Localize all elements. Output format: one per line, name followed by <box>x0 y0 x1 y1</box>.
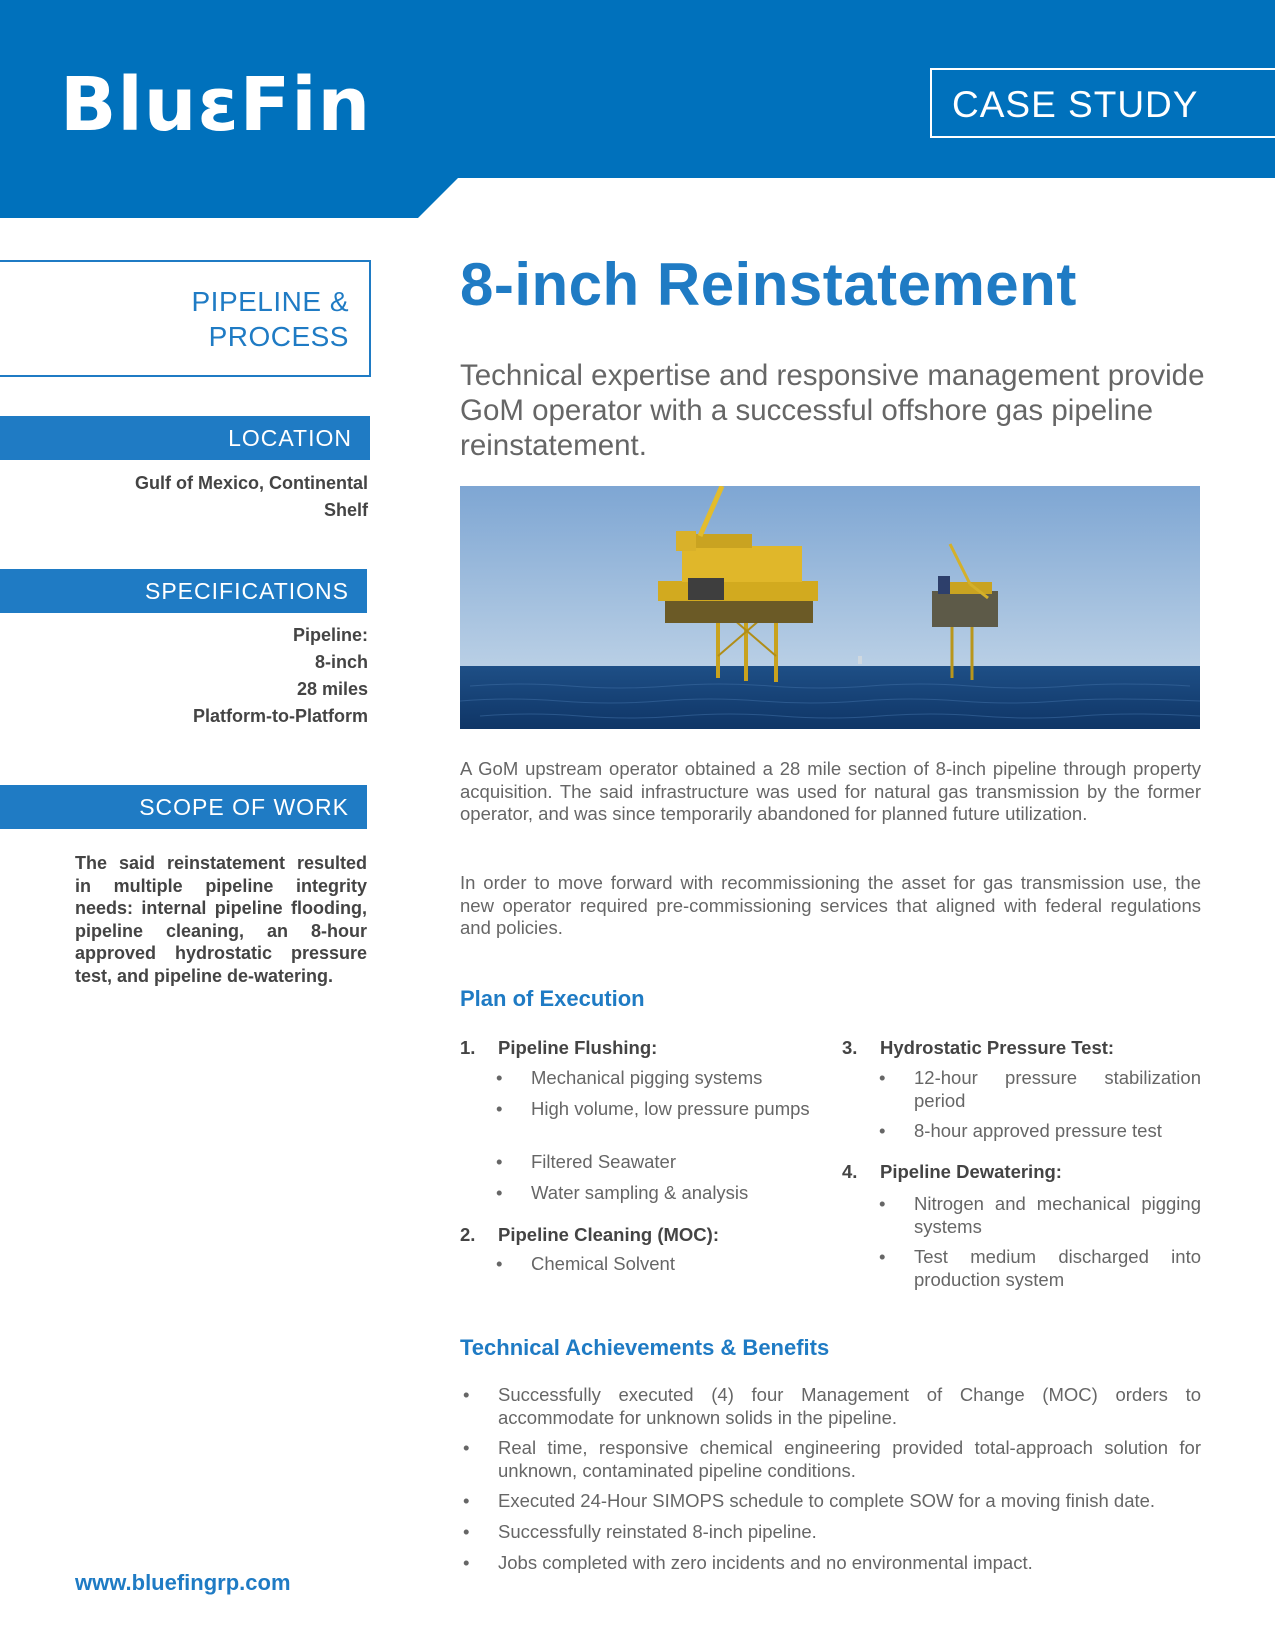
intro-paragraph-2: In order to move forward with recommissioning the asset for gas transmission use, the new operator required pre-commissioning services that aligned with federal regulations and policies. <box>460 872 1201 938</box>
website-link[interactable]: www.bluefingrp.com <box>75 1570 291 1595</box>
scope-text: The said reinstatement resulted in multiple pipeline integrity needs: internal pipeline flooding, pipeline cleaning, an 8-hour approved hydrostatic pressure test, and pipeline de-watering. <box>75 853 367 986</box>
category-title <box>191 284 349 354</box>
spec-item: Platform-to-Platform <box>193 706 368 726</box>
plan-step-number: 2. <box>460 1224 476 1245</box>
spec-item: 8-inch <box>314 652 368 672</box>
spec-item: Pipeline: <box>292 625 368 645</box>
page-title: 8-inch Reinstatement <box>460 251 1077 318</box>
specifications-list <box>68 622 368 730</box>
plan-step-title: Pipeline Cleaning (MOC): <box>498 1224 719 1245</box>
location-line-1: Gulf of Mexico, Continental <box>135 473 368 493</box>
case-study-label: CASE STUDY <box>952 84 1199 125</box>
category-box <box>0 260 371 377</box>
plan-step-number: 3. <box>842 1037 858 1058</box>
location-text <box>68 470 368 524</box>
intro-paragraph-1: A GoM upstream operator obtained a 28 mile section of 8-inch pipeline through property acquisition. The said infrastructure was used for natural gas transmission by the former operator, and was since temporarily abandoned for planned future utilization. <box>460 758 1201 824</box>
plan-step-number: 1. <box>460 1037 476 1058</box>
achievements-heading: Technical Achievements & Benefits <box>460 1335 830 1360</box>
scope-label: SCOPE OF WORK <box>139 794 349 820</box>
category-line-2: PROCESS <box>208 321 349 352</box>
plan-step-number: 4. <box>842 1161 858 1182</box>
plan-step-title: Hydrostatic Pressure Test: <box>880 1037 1115 1058</box>
location-line-2: Shelf <box>323 500 368 520</box>
category-line-1: PIPELINE & <box>191 286 349 317</box>
plan-step-title: Pipeline Dewatering: <box>880 1161 1062 1182</box>
specifications-label: SPECIFICATIONS <box>145 578 349 604</box>
specifications-label-bar <box>0 569 367 613</box>
bluefin-logo: BluεFin <box>60 62 372 148</box>
location-label: LOCATION <box>228 425 352 451</box>
offshore-platform-photo <box>460 486 1200 729</box>
spec-item: 28 miles <box>296 679 368 699</box>
case-study-badge <box>930 68 1275 138</box>
page-subtitle: Technical expertise and responsive management provide GoM operator with a successful offshore gas pipeline reinstatement. <box>460 359 1205 462</box>
plan-step-title: Pipeline Flushing: <box>498 1037 658 1058</box>
location-label-bar <box>0 416 370 460</box>
plan-heading: Plan of Execution <box>460 986 645 1011</box>
scope-label-bar <box>0 785 367 829</box>
